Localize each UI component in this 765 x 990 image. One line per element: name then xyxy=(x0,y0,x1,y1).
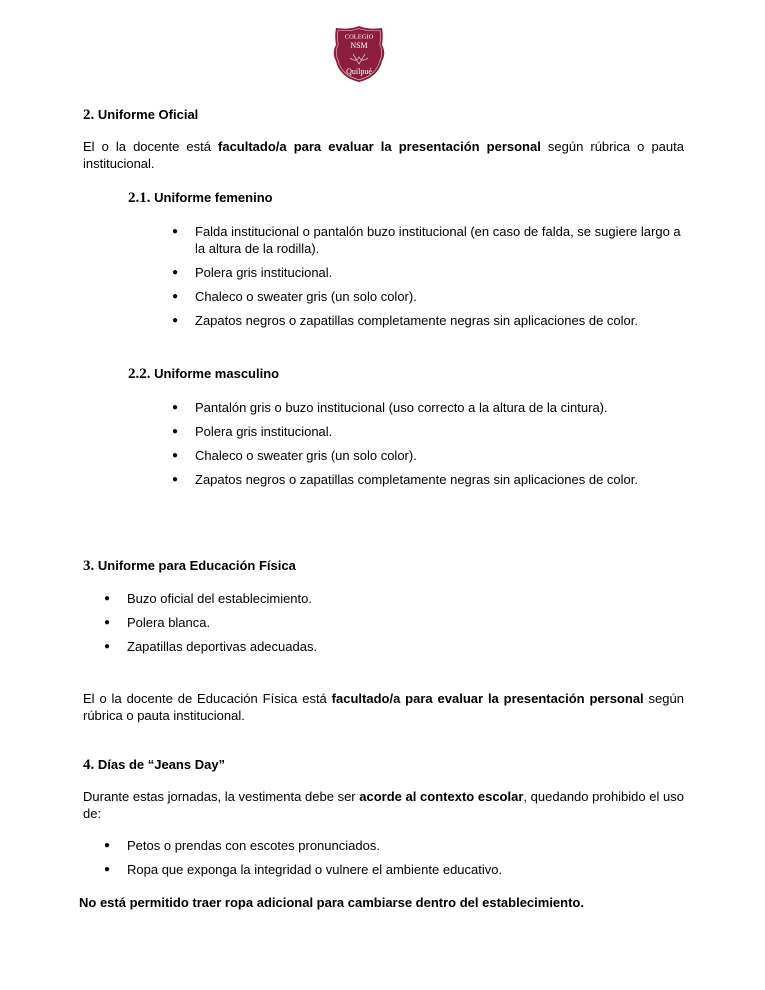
section-2-1-title: Uniforme femenino xyxy=(154,190,273,205)
section-2-number: 2. xyxy=(83,107,95,123)
male-uniform-list xyxy=(172,400,685,496)
list-item: ● Zapatillas deportivas adecuadas. xyxy=(104,639,684,656)
section-3-paragraph: El o la docente de Educación Física está facultado/a para evaluar la presentación personal según rúbrica o pauta institucional. xyxy=(83,691,684,723)
female-uniform-list xyxy=(172,224,685,337)
pe-uniform-list xyxy=(104,591,684,663)
list-item: ● Chaleco o sweater gris (un solo color). xyxy=(172,448,685,465)
section-2-1-number: 2.1. xyxy=(128,190,151,206)
section-2-1-heading xyxy=(128,190,273,206)
crest-line-3: Quilpué xyxy=(346,67,372,76)
section-4-number: 4. xyxy=(83,757,95,773)
list-item: ● Chaleco o sweater gris (un solo color). xyxy=(172,289,685,306)
list-item: ● Polera blanca. xyxy=(104,615,684,632)
list-item: ● Zapatos negros o zapatillas completamente negras sin aplicaciones de color. xyxy=(172,472,685,489)
jeans-day-prohibited-list xyxy=(104,838,684,886)
section-2-2-heading xyxy=(128,366,279,382)
list-item: ● Pantalón gris o buzo institucional (uso correcto a la altura de la cintura). xyxy=(172,400,685,417)
list-item: ● Polera gris institucional. xyxy=(172,424,685,441)
list-item: ● Buzo oficial del establecimiento. xyxy=(104,591,684,608)
crest-line-1: COLEGIO xyxy=(344,33,374,41)
section-2-2-number: 2.2. xyxy=(128,366,151,382)
list-item: ● Zapatos negros o zapatillas completamente negras sin aplicaciones de color. xyxy=(172,313,685,330)
section-2-heading xyxy=(83,107,198,123)
section-4-heading xyxy=(83,757,225,773)
section-2-title: Uniforme Oficial xyxy=(97,107,199,122)
section-2-2-title: Uniforme masculino xyxy=(154,366,280,381)
school-crest-logo xyxy=(332,25,386,83)
final-note: No está permitido traer ropa adicional para cambiarse dentro del establecimiento. xyxy=(79,895,584,910)
section-4-paragraph: Durante estas jornadas, la vestimenta debe ser acorde al contexto escolar, quedando prohibido el uso de: xyxy=(83,789,685,821)
section-3-heading xyxy=(83,558,296,574)
section-2-paragraph: El o la docente está facultado/a para evaluar la presentación personal según rúbrica o pauta institucional. xyxy=(83,139,684,171)
list-item: ● Polera gris institucional. xyxy=(172,265,685,282)
list-item: ● Falda institucional o pantalón buzo institucional (en caso de falda, se sugiere largo a la altura de la rodilla). xyxy=(172,224,685,257)
list-item: ● Ropa que exponga la integridad o vulnere el ambiente educativo. xyxy=(104,862,684,879)
section-3-number: 3. xyxy=(83,558,95,574)
section-3-title: Uniforme para Educación Física xyxy=(97,558,296,573)
list-item: ● Petos o prendas con escotes pronunciados. xyxy=(104,838,684,855)
crest-line-2: NSM xyxy=(350,41,368,50)
section-4-title: Días de “Jeans Day” xyxy=(97,757,226,772)
